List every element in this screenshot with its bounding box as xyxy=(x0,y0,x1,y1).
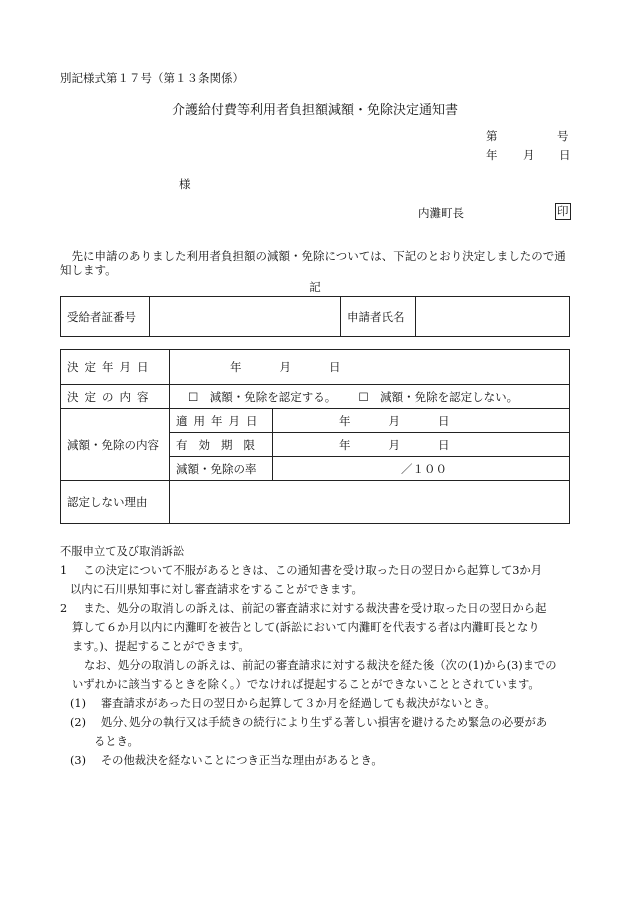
approve-checkbox-option[interactable]: ☐ 減額・免除を認定する。 xyxy=(188,389,337,404)
valid-period-hi: 日 xyxy=(438,437,450,452)
recipient-no-label: 受給者証番号 xyxy=(61,297,150,337)
apply-date-hi: 日 xyxy=(438,413,450,428)
para-line1: なお、処分の取消しの訴えは、前記の審査請求に対する裁決を経た後（次の(1)から(3)までの xyxy=(84,659,557,672)
rate-field[interactable] xyxy=(273,457,570,481)
item2-line3: ます。)、提起することができます。 xyxy=(72,640,250,653)
para-line2: いずれかに該当するときを除く。）でなければ提起することができないこととされています。 xyxy=(72,678,540,691)
sub-item-1: (1) 審査請求があった日の翌日から起算して３か月を経過しても裁決がないとき。 xyxy=(70,697,496,710)
ki-label: 記 xyxy=(309,280,321,294)
seal-mark: 印 xyxy=(557,204,569,218)
item2-number: 2 xyxy=(60,602,68,615)
recipient-no-field[interactable] xyxy=(150,297,341,337)
decision-date-field[interactable] xyxy=(170,350,570,385)
rate-label: 減額・免除の率 xyxy=(170,457,273,481)
decision-content-options xyxy=(170,385,570,409)
decision-date-hi: 日 xyxy=(329,360,341,374)
reduction-content-label: 減額・免除の内容 xyxy=(61,409,170,481)
item1-line1: この決定について不服があるときは、この通知書を受け取った日の翌日から起算して3か月 xyxy=(83,564,543,577)
item2-line1: また、処分の取消しの訴えは、前記の審査請求に対する裁決書を受け取った日の翌日から起 xyxy=(83,602,547,615)
apply-date-label: 適用年月日 xyxy=(170,409,273,433)
applicant-name-label: 申請者氏名 xyxy=(341,297,416,337)
reject-checkbox-option[interactable]: ☐ 減額・免除を認定しない。 xyxy=(358,389,519,404)
apply-date-nen: 年 xyxy=(339,413,351,428)
sub-item-2-line1: (2) 処分､処分の執行又は手続きの続行により生ずる著しい損害を避けるため緊急の必要があ xyxy=(70,716,548,729)
number-go: 号 xyxy=(557,129,569,143)
applicant-name-field[interactable] xyxy=(416,297,570,337)
decision-date-nen: 年 xyxy=(230,360,242,374)
date-hi: 日 xyxy=(559,148,571,162)
decision-table xyxy=(60,349,570,524)
apply-date-tsuki: 月 xyxy=(388,413,400,428)
issuer-name: 内灘町長 xyxy=(418,206,464,220)
addressee-suffix: 様 xyxy=(179,177,191,191)
form-reference: 別記様式第１７号（第１３条関係） xyxy=(60,71,244,85)
reason-label: 認定しない理由 xyxy=(61,481,170,524)
item2-line2: 算して６か月以内に内灘町を被告として(訴訟において内灘町を代表する者は内灘町長となり xyxy=(72,621,540,634)
decision-date-label: 決定年月日 xyxy=(61,350,170,385)
item1-line2: 以内に石川県知事に対し審査請求をすることができます。 xyxy=(70,583,363,596)
number-dai: 第 xyxy=(486,129,498,143)
rate-suffix: ／１００ xyxy=(401,461,447,476)
decision-content-label: 決定の内容 xyxy=(61,385,170,409)
date-nen: 年 xyxy=(486,148,498,162)
appeal-notes xyxy=(60,542,572,770)
valid-period-field[interactable] xyxy=(273,433,570,457)
appeal-heading: 不服申立て及び取消訴訟 xyxy=(60,545,185,558)
valid-period-tsuki: 月 xyxy=(388,437,400,452)
valid-period-label: 有効期限 xyxy=(170,433,273,457)
sub-item-2-line2: るとき。 xyxy=(94,735,139,748)
date-tsuki: 月 xyxy=(523,148,535,162)
item1-number: 1 xyxy=(60,564,68,577)
valid-period-nen: 年 xyxy=(339,437,351,452)
document-title: 介護給付費等利用者負担額減額・免除決定通知書 xyxy=(171,103,458,118)
decision-date-tsuki: 月 xyxy=(279,360,291,374)
sub-item-3: (3) その他裁決を経ないことにつき正当な理由があるとき。 xyxy=(70,754,383,767)
recipient-table xyxy=(60,296,570,337)
reason-field[interactable] xyxy=(170,481,570,524)
intro-text: 先に申請のありました利用者負担額の減額・免除については、下記のとおり決定しましたので通知します。 xyxy=(60,249,566,277)
apply-date-field[interactable] xyxy=(273,409,570,433)
